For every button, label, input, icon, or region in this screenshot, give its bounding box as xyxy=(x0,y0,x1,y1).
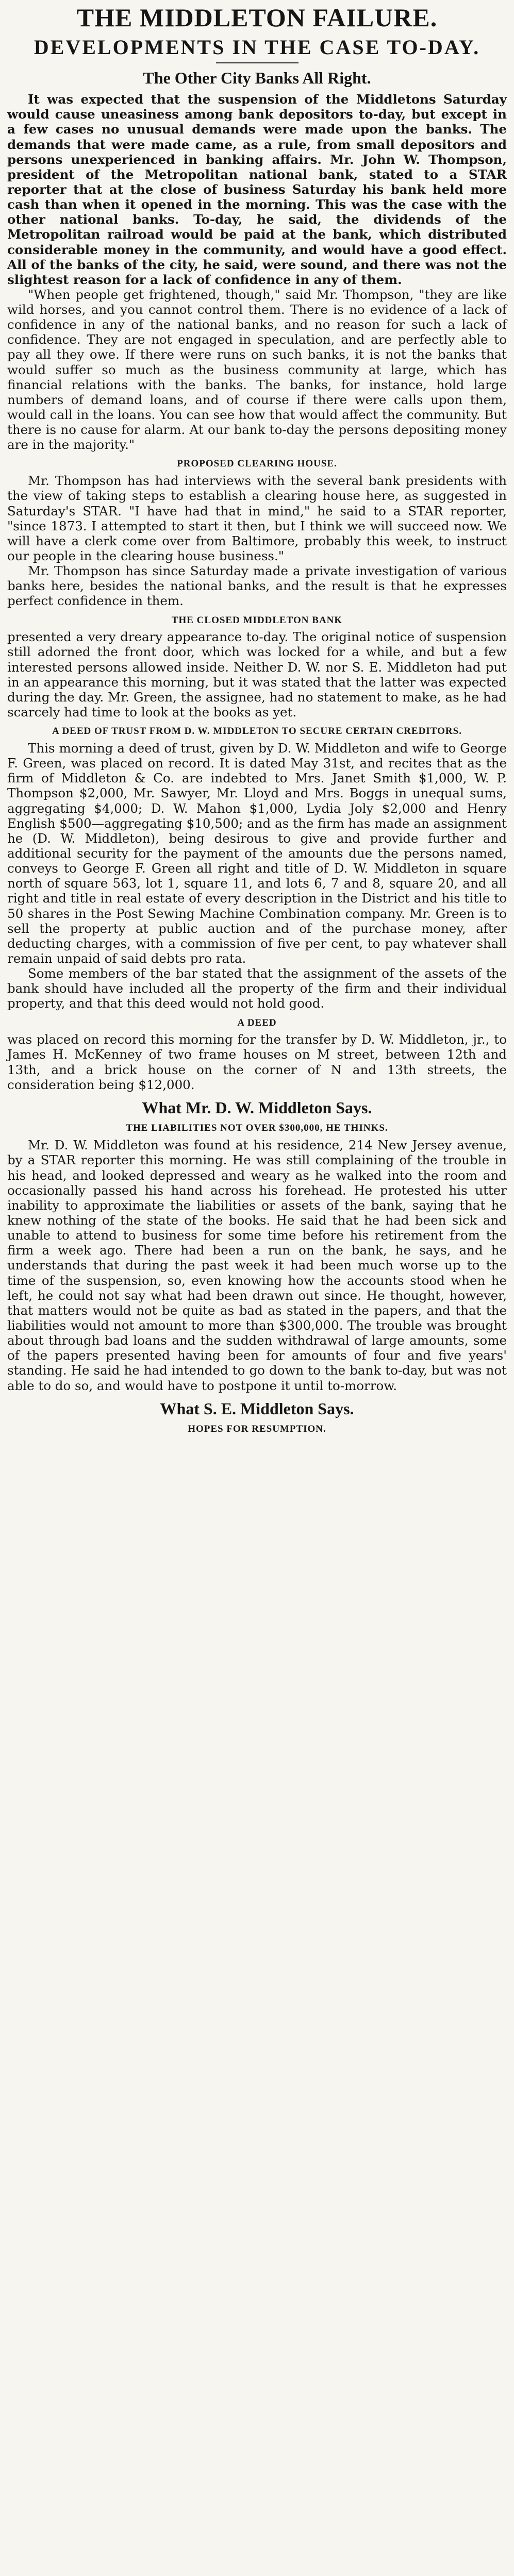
headline: THE MIDDLETON FAILURE. xyxy=(76,3,438,32)
se-middleton-subhead: What S. E. Middleton Says. xyxy=(160,1399,354,1418)
clearing-house-paragraph-2: Mr. Thompson has since Saturday made a private investigation of various banks here, besides the national banks, and the result is that he expresses perfect confidence in them. xyxy=(7,563,507,609)
section-closed-bank xyxy=(7,615,507,720)
deed-of-trust-paragraph-1: This morning a deed of trust, given by D. W. Middleton and wife to George F. Green, was placed on record. It is dated May 31st, and recites that as the firm of Middleton & Co. are indebted to Mrs. Janet Smith $1,000, W. P. Thompson $2,000, Mr. Sawyer, Mr. Lloyd and Mrs. Boggs in unequal sums, aggregating $4,000; D. W. Mahon $1,000, Lydia Joly $2,000 and Henry English $500—aggregating $10,500; and as the firm has made an assignment he (D. W. Middleton), being desirous to give and provide further and additional security for the payment of the amounts due the persons named, conveys to George F. Green all right and title of D. W. Middleton in square north of square 563, lot 1, square 11, and lots 6, 7 and 8, square 20, and all right and title in real estate of every description in the District and his title to 50 shares in the Post Sewing Machine Combination company. Mr. Green is to sell the property at public auction and of the purchase money, after deducting charges, with a commission of five per cent, to pay whatever shall remain unpaid of said debts pro rata. xyxy=(7,740,507,966)
clearing-house-paragraph-1: Mr. Thompson has had interviews with the several bank presidents with the view of taking steps to establish a clearing house here, as suggested in Saturday's STAR. "I have had that in mind," he said to a STAR reporter, "since 1873. I attempted to start it then, but I think we will succeed now. We will have a clerk come over from Baltimore, probably this week, to instruct our people in the clearing house business." xyxy=(7,473,507,563)
lead-paragraph: It was expected that the suspension of the Middletons Saturday would cause uneasiness among bank depositors to-day, but except in a few cases no unusual demands were made upon the banks. The demands that were made came, as a rule, from small depositors and persons unexperienced in banking affairs. Mr. John W. Thompson, president of the Metropolitan national bank, stated to a STAR reporter that at the close of business Saturday his bank held more cash than when it opened in the morning. This was the case with the other national banks. To-day, he said, the dividends of the Metropolitan railroad would be paid at the bank, which distributed considerable money in the community, and would have a good effect. All of the banks of the city, he said, were sound, and there was not the slightest reason for a lack of confidence in any of them. xyxy=(7,92,507,287)
section-kicker-deed-of-trust: A DEED OF TRUST FROM D. W. MIDDLETON TO SECURE CERTAIN CREDITORS. xyxy=(52,726,462,737)
subhead: The Other City Banks All Right. xyxy=(143,68,371,87)
section-dw-middleton xyxy=(7,1099,507,1393)
section-deed-of-trust xyxy=(7,726,507,1011)
deed-of-trust-paragraph-2: Some members of the bar stated that the assignment of the assets of the bank should have included all the property of the firm and their individual property, and that this deed would not hold good. xyxy=(7,966,507,1011)
section-a-deed xyxy=(7,1017,507,1092)
section-kicker-a-deed: A DEED xyxy=(237,1017,277,1028)
section-kicker-se-middleton: HOPES FOR RESUMPTION. xyxy=(188,1424,326,1435)
section-kicker-dw-middleton: THE LIABILITIES NOT OVER $300,000, HE THINKS. xyxy=(126,1123,388,1134)
deck-headline: DEVELOPMENTS IN THE CASE TO-DAY. xyxy=(34,35,480,59)
quote-paragraph: "When people get frightened, though," said Mr. Thompson, "they are like wild horses, and you cannot control them. There is no evidence of a lack of confidence in any of the national banks, and no reason for such a lack of confidence. They are not engaged in speculation, and are perfectly able to pay all they owe. If there were runs on such banks, it is not the banks that would suffer so much as the business community at large, which has financial relations with the banks. The banks, for instance, hold large numbers of demand loans, and of course if there were calls upon them, would call in the loans. You can see how that would affect the community. But there is no cause for alarm. At our bank to-day the persons depositing money are in the majority." xyxy=(7,287,507,453)
section-kicker-clearing-house: PROPOSED CLEARING HOUSE. xyxy=(177,458,337,470)
section-kicker-closed-bank: THE CLOSED MIDDLETON BANK xyxy=(171,614,343,626)
dw-middleton-paragraph: Mr. D. W. Middleton was found at his residence, 214 New Jersey avenue, by a STAR reporter this morning. He was still complaining of the trouble in his head, and looked depressed and weary as he walked into the room and occasionally passed his hand across his forehead. He protested his utter inability to approximate the liabilities or assets of the bank, saying that he knew nothing of the state of the books. He said that he had been sick and unable to attend to business for some time before his retirement from the firm a week ago. There had been a run on the bank, he says, and he understands that during the past week it had been much worse up to the time of the suspension, so, even knowing how the accounts stood when he left, he could not say what had been drawn out since. He thought, however, that matters would not be quite as bad as stated in the papers, and that the liabilities would not amount to more than $300,000. The trouble was brought about through bad loans and the sudden withdrawal of large amounts, some of the papers presented having been for amounts of four and five years' standing. He said he had intended to go down to the bank to-day, but was not able to do so, and would have to postpone it until to-morrow. xyxy=(7,1138,507,1393)
divider xyxy=(216,62,299,63)
closed-bank-paragraph: presented a very dreary appearance to-day. The original notice of suspension still adorned the front door, which was locked for a while, and but a few interested persons allowed inside. Neither D. W. nor S. E. Middleton had put in an appearance this morning, but it was stated that the latter was expected during the day. Mr. Green, the assignee, had no statement to make, as he had scarcely had time to look at the books as yet. xyxy=(7,629,507,720)
section-clearing-house xyxy=(7,458,507,608)
a-deed-paragraph: was placed on record this morning for the transfer by D. W. Middleton, jr., to James H. McKenney of two frame houses on M street, between 12th and 13th, and a brick house on the corner of N and 13th streets, the consideration being $12,000. xyxy=(7,1032,507,1092)
dw-middleton-subhead: What Mr. D. W. Middleton Says. xyxy=(142,1098,372,1117)
section-se-middleton xyxy=(7,1400,507,1435)
